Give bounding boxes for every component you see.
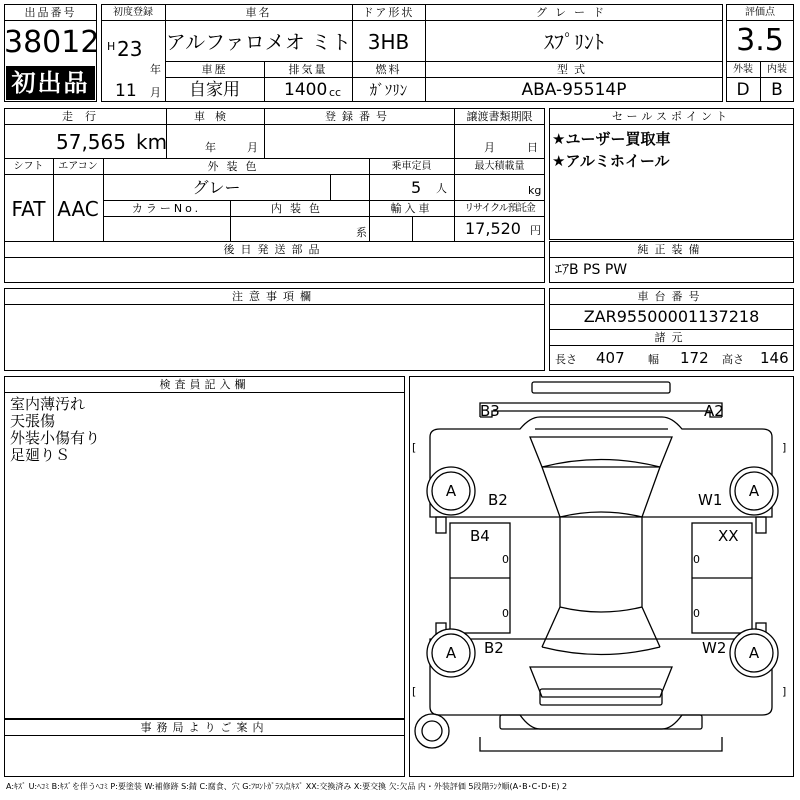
inspection-label: 車検	[194, 110, 236, 123]
sales-points-label: セールスポイント	[611, 110, 731, 123]
legend-text: A:ｷｽﾞ U:ﾍｺﾐ B:ｷｽﾞを伴うﾍｺﾐ P:要塗装 W:補修跡 S:錆 C:腐食、穴 G:ﾌﾛﾝﾄｶﾞﾗｽ点ｷｽﾞ XX:交換済み X:要交換 欠:欠品 内・外装評価 5段階ﾗﾝｸ順(A･B･C･D･E) 2	[6, 782, 568, 791]
interior-color-label: 内装色	[271, 202, 328, 215]
lot-number-label: 出品番号	[24, 6, 77, 19]
fuel: ｶﾞｿﾘﾝ	[369, 81, 408, 99]
inspector-box	[4, 376, 405, 719]
capacity: 5	[411, 178, 422, 197]
car-name-label: 車名	[245, 6, 272, 19]
width-value: 172	[680, 349, 709, 367]
first-listing-text: 初出品	[11, 69, 90, 97]
ac-label: エアコン	[58, 161, 98, 172]
chassis-number: ZAR95500001137218	[583, 307, 760, 326]
first-reg-label: 初度登録	[113, 7, 153, 18]
first-reg-month: 11	[115, 81, 137, 101]
mark-b2-rear: B2	[484, 639, 504, 657]
capacity-unit: 人	[436, 182, 447, 195]
exterior-color-label: 外装色	[207, 160, 265, 173]
height-value: 146	[760, 349, 789, 367]
inspection-month-unit: 月	[247, 141, 258, 154]
door-type: 3HB	[367, 30, 410, 54]
import-label: 輸入車	[390, 202, 433, 215]
transfer-day-unit: 日	[527, 141, 538, 154]
height-label: 高さ	[722, 353, 744, 366]
inspector-line-3: 外装小傷有り	[10, 429, 101, 447]
displacement: 1400	[284, 80, 328, 100]
int-grade: B	[771, 80, 783, 100]
displacement-unit: cc	[329, 86, 342, 99]
model-label: 型式	[557, 63, 591, 76]
model: ABA-95514P	[521, 80, 627, 100]
first-reg-year: 23	[117, 37, 143, 61]
inspector-line-1: 室内薄汚れ	[10, 395, 86, 413]
recycle-fee: 17,520	[465, 219, 521, 238]
wheel-mark-fl: A	[445, 482, 457, 500]
grade: ｽﾌﾟﾘﾝﾄ	[544, 30, 604, 54]
bracket-tl: [	[412, 441, 417, 454]
width-label: 幅	[648, 353, 659, 366]
history: 自家用	[189, 80, 240, 100]
shift-label: シフト	[13, 161, 44, 172]
recycle-label: リサイクル預託金	[464, 203, 535, 214]
mileage: 57,565	[56, 130, 126, 154]
score: 3.5	[736, 23, 784, 58]
length-value: 407	[596, 349, 625, 367]
zero-mark-2: 0	[502, 607, 509, 620]
sales-point-2: ★アルミホイール	[552, 152, 670, 170]
damage-diagram	[409, 376, 794, 777]
chassis-label: 車台番号	[637, 290, 706, 303]
exterior-color: グレー	[192, 178, 241, 197]
notes-label: 注意事項欄	[232, 290, 317, 303]
era-prefix: H	[107, 40, 116, 53]
int-label: 内装	[767, 64, 787, 75]
color-no-label: カラーNo.	[131, 202, 202, 215]
load-label: 最大積載量	[474, 161, 525, 172]
mark-w1: W1	[698, 491, 723, 509]
mark-b2-front: B2	[488, 491, 508, 509]
mark-b3: B3	[480, 402, 500, 420]
later-parts-label: 後日発送部品	[223, 243, 326, 256]
wheel-mark-fr: A	[748, 482, 760, 500]
year-unit: 年	[150, 63, 161, 76]
bracket-tr: ]	[782, 441, 787, 454]
transfer-month-unit: 月	[484, 141, 495, 154]
mileage-unit: km	[136, 130, 168, 154]
wheel-mark-rr: A	[748, 644, 760, 662]
fuel-label: 燃料	[375, 63, 402, 76]
ext-label: 外装	[733, 64, 753, 75]
mark-a2: A2	[704, 402, 724, 420]
zero-mark-3: 0	[693, 553, 700, 566]
mark-b4: B4	[470, 527, 490, 545]
sales-points-box	[549, 108, 794, 240]
bracket-bl: [	[412, 685, 417, 698]
office-label: 事務局よりご案内	[140, 721, 269, 734]
score-label: 評価点	[745, 7, 775, 18]
history-label: 車歴	[201, 63, 228, 76]
mileage-label: 走行	[62, 110, 108, 123]
reg-no-label: 登録番号	[325, 110, 393, 123]
interior-color-unit: 系	[356, 226, 367, 239]
lot-number: 38012	[4, 25, 100, 60]
ext-grade: D	[736, 80, 750, 100]
inspector-line-4: 足廻りＳ	[10, 446, 71, 464]
door-label: ドア形状	[362, 6, 415, 19]
inspection-year-unit: 年	[205, 141, 216, 154]
capacity-label: 乗車定員	[391, 161, 432, 172]
recycle-unit: 円	[530, 224, 541, 237]
load-unit: kg	[528, 184, 542, 197]
mark-w2: W2	[702, 639, 727, 657]
inspector-label: 検査員記入欄	[159, 378, 250, 391]
bracket-br: ]	[782, 685, 787, 698]
car-outline-diagram	[410, 377, 793, 776]
equipment-value: ｴｱB PS PW	[555, 262, 628, 278]
transfer-label: 譲渡書類期限	[466, 110, 533, 123]
zero-mark-1: 0	[502, 553, 509, 566]
sales-point-1: ★ユーザー買取車	[552, 130, 671, 148]
car-name: アルファロメオ ミト	[165, 30, 352, 54]
dimensions-label: 諸元	[654, 331, 689, 344]
wheel-mark-rl: A	[445, 644, 457, 662]
zero-mark-4: 0	[693, 607, 700, 620]
length-label: 長さ	[555, 353, 577, 366]
equipment-label: 純正装備	[637, 243, 706, 256]
mark-xx: XX	[718, 527, 739, 545]
grade-label: グレード	[536, 6, 612, 19]
ac: AAC	[57, 197, 99, 221]
shift: FAT	[11, 197, 46, 221]
displacement-label: 排気量	[288, 63, 328, 76]
inspector-line-2: 天張傷	[10, 412, 56, 430]
month-unit: 月	[150, 86, 161, 99]
